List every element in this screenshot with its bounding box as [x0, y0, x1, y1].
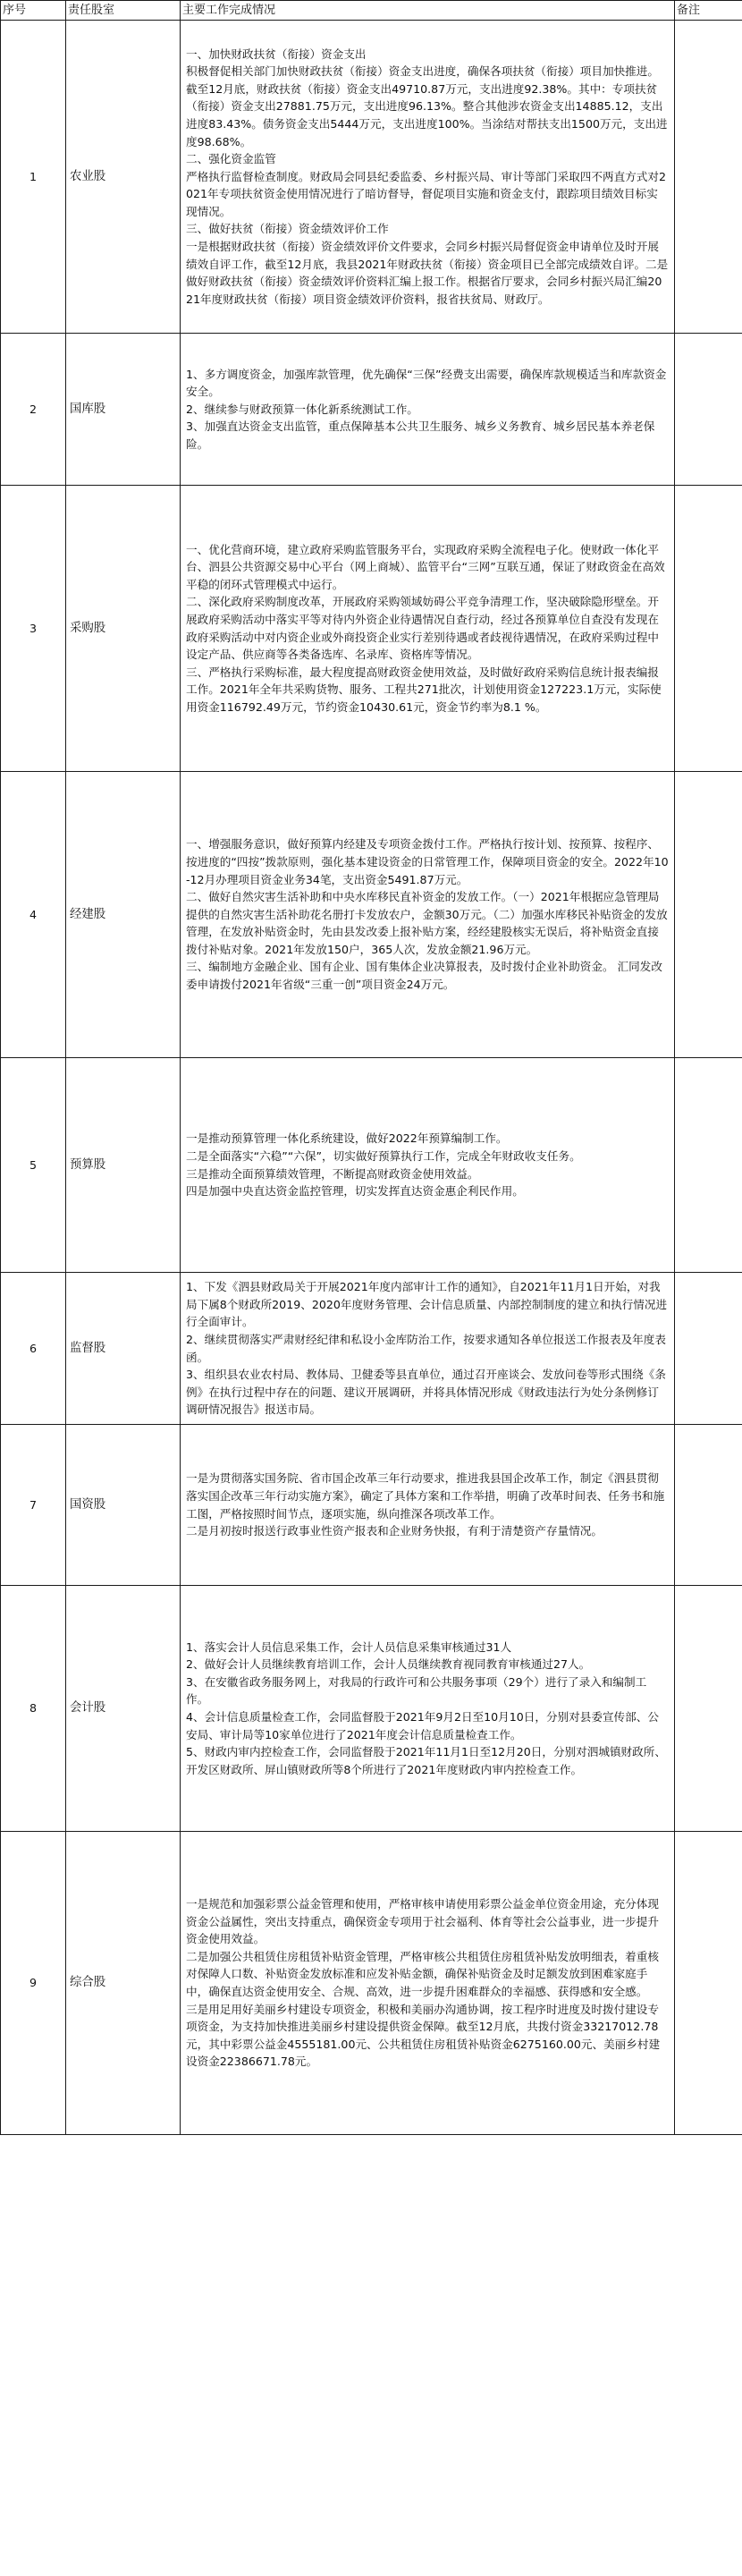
table-row — [1, 1273, 742, 1425]
row-seq: 1 — [1, 21, 66, 334]
row-note — [675, 772, 742, 1058]
work-paragraph: 一是为贯彻落实国务院、省市国企改革三年行动要求，推进我县国企改革工作，制定《泗县贯彻落实国企改革三年行动实施方案》，确定了具体方案和工作举措，明确了改革时间表、任务书和施工图，严格按照时间节点，逐项实施，纵向推深各项改革工作。 — [186, 1471, 665, 1521]
row-note — [675, 334, 742, 486]
work-paragraph: 3、加强直达资金支出监管，重点保障基本公共卫生服务、城乡义务教育、城乡居民基本养老保险。 — [186, 419, 655, 451]
table-row — [1, 334, 742, 486]
work-paragraph: 2、继续参与财政预算一体化新系统测试工作。 — [186, 402, 418, 416]
work-paragraph: 严格执行监督检查制度。财政局会同县纪委监委、乡村振兴局、审计等部门采取四不两直方式对2021年专项扶贫资金使用情况进行了暗访督导，督促项目实施和资金支付，跟踪项目绩效目标实现情况。 — [186, 169, 666, 218]
work-paragraph: 一是推动预算管理一体化系统建设，做好2022年预算编制工作。 — [186, 1131, 508, 1146]
table-row — [1, 1586, 742, 1832]
row-seq: 8 — [1, 1586, 66, 1832]
row-work-content — [181, 1273, 675, 1425]
work-paragraph: 一、增强服务意识，做好预算内经建及专项资金拨付工作。严格执行按计划、按预算、按程序、按进度的“四按”拨款原则，强化基本建设资金的日常管理工作，保障项目资金的安全。2022年10-12月办理项目资金业务34笔，支出资金5491.87万元。 — [186, 837, 669, 886]
work-paragraph: 3、在安徽省政务服务网上，对我局的行政许可和公共服务事项（29个）进行了录入和编制工作。 — [186, 1674, 647, 1707]
table-row — [1, 486, 742, 772]
work-paragraph: 1、多方调度资金，加强库款管理，优先确保“三保”经费支出需要，确保库款规模适当和库款资金安全。 — [186, 367, 667, 399]
table-header-row — [1, 1, 742, 21]
table-row — [1, 772, 742, 1058]
row-work-content — [181, 334, 675, 486]
work-paragraph: 四是加强中央直达资金监控管理，切实发挥直达资金惠企利民作用。 — [186, 1184, 524, 1199]
row-seq: 9 — [1, 1832, 66, 2135]
row-seq: 7 — [1, 1425, 66, 1586]
row-work-content — [181, 772, 675, 1058]
row-dept: 农业股 — [66, 21, 181, 334]
row-dept: 国库股 — [66, 334, 181, 486]
work-paragraph: 一、优化营商环境，建立政府采购监管服务平台，实现政府采购全流程电子化。使财政一体化平台、泗县公共资源交易中心平台（网上商城）、监管平台“三网”互联互通，保证了财政资金在高效平稳的闭环式管理模式中运行。 — [186, 542, 665, 591]
work-paragraph: 二、强化资金监管 — [186, 152, 276, 166]
work-paragraph: 二、做好自然灾害生活补助和中央水库移民直补资金的发放工作。（一）2021年根据应急管理局提供的自然灾害生活补助花名册打卡发放农户，金额30万元。（二）加强水库移民补贴资金的发放管理，在发放补贴资金时，先由县发改委上报补贴方案，经经建股核实无误后，将补贴资金直接拨付补贴对象。2021年发放150户，365人次，发放金额21.96万元。 — [186, 890, 668, 956]
row-note — [675, 1425, 742, 1586]
row-dept: 预算股 — [66, 1058, 181, 1273]
row-dept: 会计股 — [66, 1586, 181, 1832]
work-paragraph: 4、会计信息质量检查工作，会同监督股于2021年9月2日至10月10日，分别对县委宣传部、公安局、审计局等10家单位进行了2021年度会计信息质量检查工作。 — [186, 1710, 659, 1741]
row-work-content — [181, 1832, 675, 2135]
work-paragraph: 2、做好会计人员继续教育培训工作，会计人员继续教育视同教育审核通过27人。 — [186, 1657, 591, 1672]
row-work-content — [181, 21, 675, 334]
table-row — [1, 1058, 742, 1273]
work-paragraph: 三、做好扶贫（衔接）资金绩效评价工作 — [186, 222, 389, 236]
work-paragraph: 二是全面落实“六稳”“六保”，切实做好预算执行工作，完成全年财政收支任务。 — [186, 1148, 581, 1163]
row-work-content — [181, 1586, 675, 1832]
header-seq: 序号 — [1, 1, 66, 21]
row-note — [675, 1058, 742, 1273]
work-paragraph: 二、深化政府采购制度改革，开展政府采购领域妨碍公平竞争清理工作，坚决破除隐形壁垒。开展政府采购活动中落实平等对待内外资企业待遇情况自查行动，经过各预算单位自查没有发现在政府采购活动中对内资企业或外商投资企业实行差别待遇或者歧视待遇情况，在政府采购过程中设定产品、供应商等各类备选库、名录库、资格库等情况。 — [186, 595, 659, 662]
work-paragraph: 5、财政内审内控检查工作，会同监督股于2021年11月1日至12月20日，分别对泗城镇财政所、开发区财政所、屏山镇财政所等8个所进行了2021年度财政内审内控检查工作。 — [186, 1745, 666, 1776]
row-dept: 综合股 — [66, 1832, 181, 2135]
row-seq: 2 — [1, 334, 66, 486]
row-work-content — [181, 486, 675, 772]
table-row — [1, 1832, 742, 2135]
row-dept: 采购股 — [66, 486, 181, 772]
work-paragraph: 三是用足用好美丽乡村建设专项资金，积极和美丽办沟通协调，按工程序时进度及时拨付建设专项资金，为支持加快推进美丽乡村建设提供资金保障。截至12月底，共拨付资金33217012.78元，其中彩票公益金4555181.00元、公共租赁住房租赁补贴资金6275160.00元、美丽乡村建设资金22386671.78元。 — [186, 2002, 661, 2069]
row-note — [675, 1586, 742, 1832]
work-paragraph: 2、继续贯彻落实严肃财经纪律和私设小金库防治工作，按要求通知各单位报送工作报表及年度表函。 — [186, 1332, 666, 1364]
header-work: 主要工作完成情况 — [181, 1, 675, 21]
work-paragraph: 二是月初按时报送行政事业性资产报表和企业财务快报，有利于清楚资产存量情况。 — [186, 1524, 603, 1538]
row-note — [675, 21, 742, 334]
header-dept: 责任股室 — [66, 1, 181, 21]
work-paragraph: 三、严格执行采购标准，最大程度提高财政资金使用效益，及时做好政府采购信息统计报表编报工作。2021年全年共采购货物、服务、工程共271批次，计划使用资金127223.1万元，实际使用资金116792.49万元，节约资金10430.61元，资金节约率为8.1 %。 — [186, 665, 662, 714]
table-body — [1, 21, 742, 2135]
work-paragraph: 一是规范和加强彩票公益金管理和使用，严格审核申请使用彩票公益金单位资金用途，充分体现资金公益属性，突出支持重点，确保资金专项用于社会福利、体育等社会公益事业，进一步提升资金使用效益。 — [186, 1897, 659, 1946]
work-paragraph: 1、下发《泗县财政局关于开展2021年度内部审计工作的通知》，自2021年11月1日开始，对我局下属8个财政所2019、2020年度财务管理、会计信息质量、内部控制制度的建立和执行情况进行全面审计。 — [186, 1280, 668, 1329]
work-paragraph: 三、编制地方金融企业、国有企业、国有集体企业决算报表，及时拨付企业补助资金。 汇同发改委申请拨付2021年省级“三重一创”项目资金24万元。 — [186, 960, 662, 992]
row-seq: 5 — [1, 1058, 66, 1273]
work-paragraph: 积极督促相关部门加快财政扶贫（衔接）资金支出进度，确保各项扶贫（衔接）项目加快推进。截至12月底，财政扶贫（衔接）资金支出49710.87万元，支出进度92.38%。其中：专项扶贫（衔接）资金支出27881.75万元，支出进度96.13%。整合其他涉农资金支出14885.12，支出进度83.43%。债务资金支出5444万元，支出进度100%。当涂结对帮扶支出1500万元，支出进度98.68%。 — [186, 64, 668, 148]
row-note — [675, 486, 742, 772]
work-paragraph: 一是根据财政扶贫（衔接）资金绩效评价文件要求，会同乡村振兴局督促资金申请单位及时开展绩效自评工作，截至12月底，我县2021年财政扶贫（衔接）资金项目已全部完成绩效自评。二是做好财政扶贫（衔接）资金绩效评价资料汇编上报工作。根据省厅要求，会同乡村振兴局汇编2021年度财政扶贫（衔接）项目资金绩效评价资料，报省扶贫局、财政厅。 — [186, 240, 669, 306]
table-row — [1, 21, 742, 334]
row-work-content — [181, 1058, 675, 1273]
row-seq: 3 — [1, 486, 66, 772]
work-paragraph: 三是推动全面预算绩效管理，不断提高财政资金使用效益。 — [186, 1166, 479, 1181]
row-note — [675, 1832, 742, 2135]
row-seq: 4 — [1, 772, 66, 1058]
work-paragraph: 一、加快财政扶贫（衔接）资金支出 — [186, 47, 367, 61]
row-seq: 6 — [1, 1273, 66, 1425]
row-dept: 监督股 — [66, 1273, 181, 1425]
row-dept: 国资股 — [66, 1425, 181, 1586]
work-paragraph: 3、组织县农业农村局、教体局、卫健委等县直单位，通过召开座谈会、发放问卷等形式围绕《条例》在执行过程中存在的问题、建议开展调研，并将具体情况形成《财政违法行为处分条例修订调研情况报告》报送市局。 — [186, 1368, 666, 1417]
row-work-content — [181, 1425, 675, 1586]
row-note — [675, 1273, 742, 1425]
table-row — [1, 1425, 742, 1586]
work-paragraph: 1、落实会计人员信息采集工作，会计人员信息采集审核通过31人 — [186, 1640, 512, 1654]
row-dept: 经建股 — [66, 772, 181, 1058]
header-note: 备注 — [675, 1, 742, 21]
work-paragraph: 二是加强公共租赁住房租赁补贴资金管理，严格审核公共租赁住房租赁补贴发放明细表，着重核对保障人口数、补贴资金发放标准和应发补贴金额，确保补贴资金及时足额发放到困难家庭手中，确保直达资金使用安全、合规、高效，进一步提升困难群众的幸福感、获得感和安全感。 — [186, 1949, 659, 1998]
